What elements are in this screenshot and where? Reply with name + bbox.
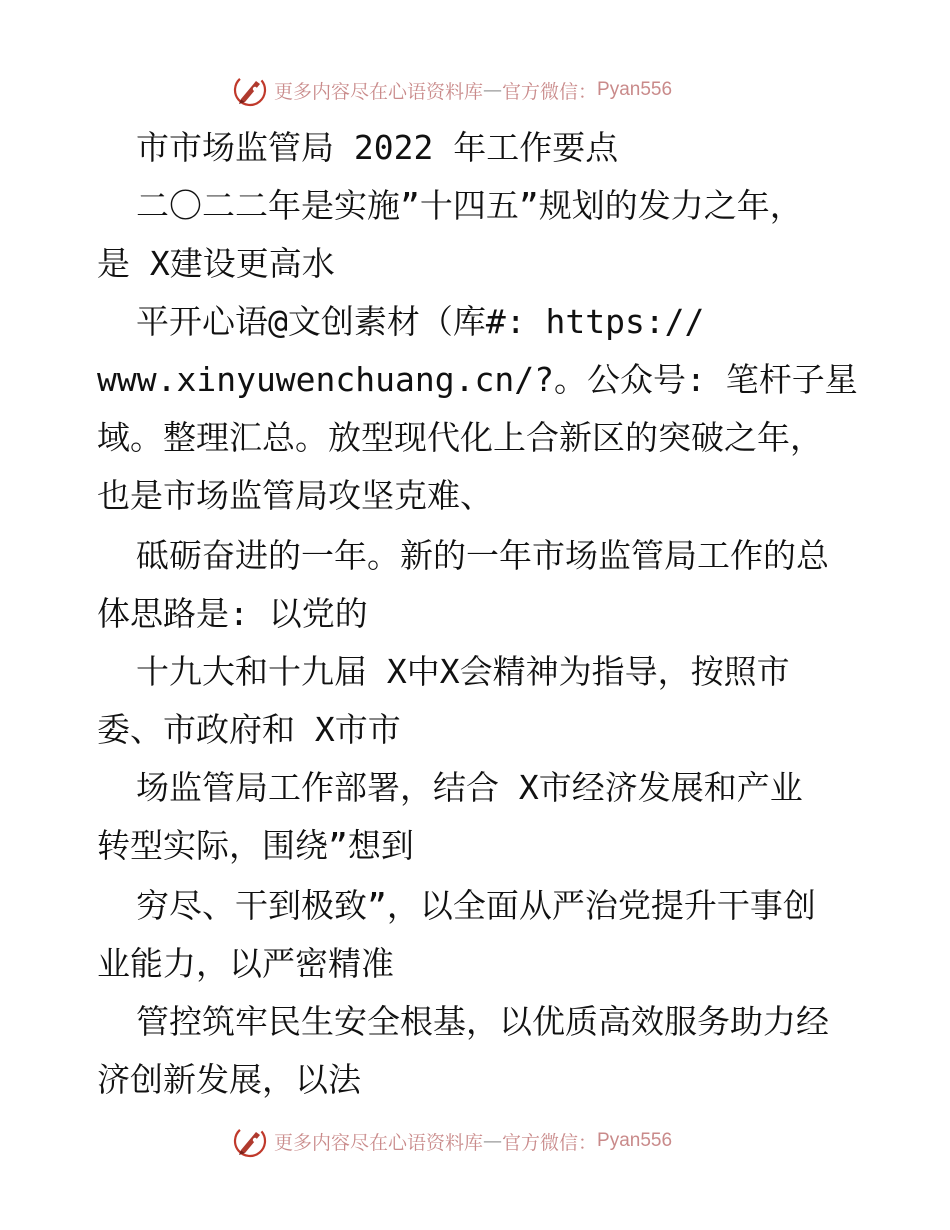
text-line: 平开心语@文创素材（库#: https:// [136,302,705,341]
text-line: 域。整理汇总。放型现代化上合新区的突破之年， [97,418,823,457]
footer-separator: — [483,1130,503,1152]
header-site-text: 更多内容尽在心语资料库 [274,80,484,103]
text-line: 委、市政府和 X市市 [97,710,401,749]
header-contact-label: 官方微信： [502,80,598,103]
footer-site-text: 更多内容尽在心语资料库 [274,1131,484,1154]
header-separator: — [483,79,503,101]
pen-circle-logo-icon [232,72,268,108]
footer-banner [232,1121,712,1161]
text-line: 是 X建设更高水 [97,244,335,283]
pen-circle-logo-icon [232,1123,268,1159]
text-line: 体思路是: 以党的 [97,594,368,633]
text-line: www.xinyuwenchuang.cn/?。公众号: 笔杆子星 [97,360,858,399]
text-line: 砥砺奋进的一年。新的一年市场监管局工作的总 [136,536,829,575]
footer-contact-id: Pyan556 [597,1130,673,1151]
header-contact-id: Pyan556 [597,79,673,100]
text-line: 业能力，以严密精准 [97,944,394,983]
document-title: 市市场监管局 2022 年工作要点 [136,128,619,167]
text-line: 二〇二二年是实施”十四五”规划的发力之年， [136,186,803,225]
text-line: 济创新发展，以法 [97,1060,361,1099]
text-line: 转型实际，围绕”想到 [97,826,414,865]
text-line: 管控筑牢民生安全根基，以优质高效服务助力经 [136,1002,829,1041]
text-line: 十九大和十九届 X中X会精神为指导，按照市 [136,652,790,691]
header-banner [232,70,712,110]
footer-contact-label: 官方微信： [502,1131,598,1154]
text-line: 也是市场监管局攻坚克难、 [97,476,493,515]
text-line: 穷尽、干到极致”，以全面从严治党提升干事创 [136,886,816,925]
text-line: 场监管局工作部署，结合 X市经济发展和产业 [136,768,803,807]
